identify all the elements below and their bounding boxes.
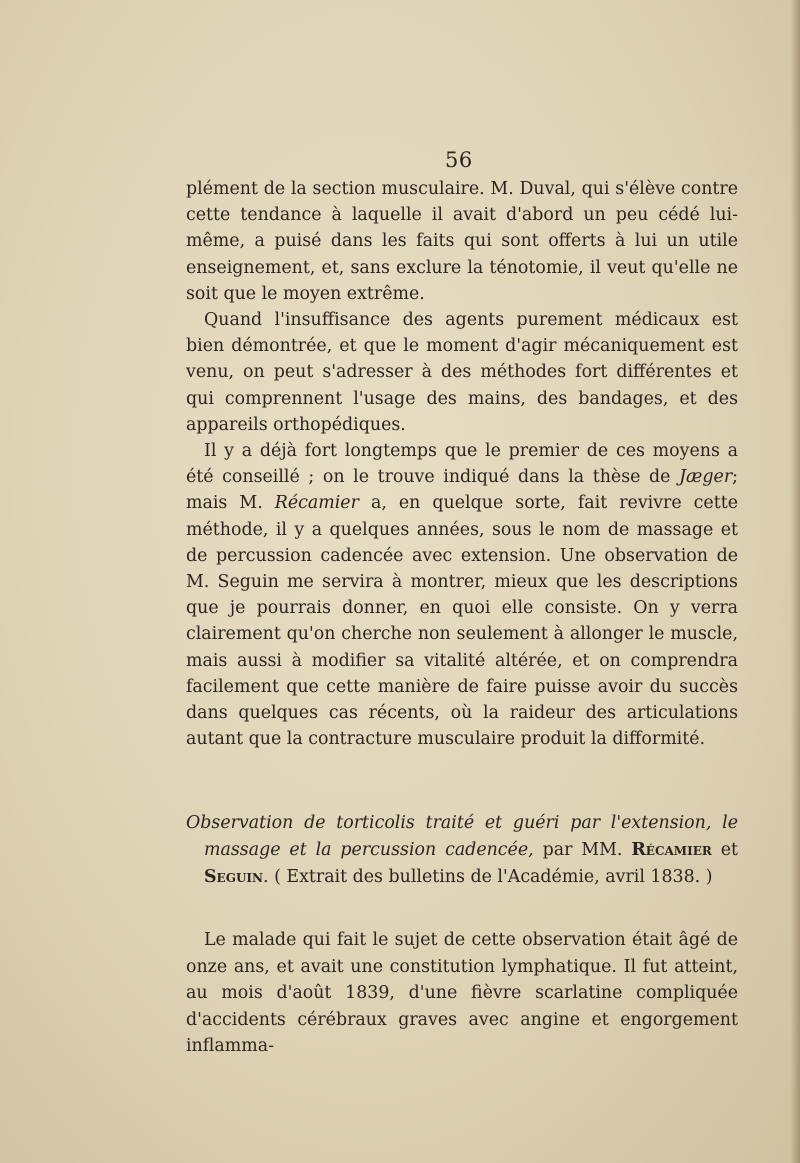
heading-name-recamier: Récamier xyxy=(631,840,712,860)
paragraph-patient: Le malade qui fait le sujet de cette observation était âgé de onze ans, et avait une constitution lymphatique. Il fut atteint, au mois d'août 1839, d'une fièvre scarlatine compliquée d'accidents cérébraux graves avec angine et engorgement inflamma- xyxy=(186,930,738,1057)
paragraph-continued: plément de la section musculaire. M. Duval, qui s'élève contre cette tendance à laquelle il avait d'abord un peu cédé lui-même, a puisé dans les faits qui sont offerts à lui un utile enseignement, et, sans exclure la ténotomie, il veut qu'elle ne soit que le moyen extrême. xyxy=(186,179,738,304)
paragraph-massage xyxy=(186,438,738,752)
main-text xyxy=(186,176,738,752)
paragraph-methods: Quand l'insuffisance des agents purement médicaux est bien démontrée, et que le moment d'agir mécaniquement est venu, on peut s'adresser à des méthodes fort différentes et qui comprennent l'usage des mains, des bandages, et des appareils orthopédiques. xyxy=(186,310,738,435)
paragraph-massage-text-3: a, en quelque sorte, fait revivre cette méthode, il y a quelques années, sous le nom de massage et de percussion cadencée avec extension. Une observation de M. Seguin me servira à montrer, mieux que les descriptions que je pourrais donner, en quoi elle consiste. On y verra clairement qu'on cherche non seulement à allonger le muscle, mais aussi à modifier sa vitalité altérée, et on comprendra facilement que cette manière de faire puisse avoir du succès dans quelques cas récents, où la raideur des articulations autant que la contracture musculaire produit la difformité. xyxy=(186,493,738,750)
heading-title: Observation de torticolis traité et guéri par l'extension, le massage et la percussion cadencée, xyxy=(186,813,738,860)
observation-heading xyxy=(186,810,738,891)
recamier-name: Récamier xyxy=(274,493,359,514)
paragraph-massage-text-2: ; mais M. xyxy=(186,467,738,514)
page-number: 56 xyxy=(445,148,473,172)
observation-text xyxy=(186,927,738,1060)
heading-and: et xyxy=(711,840,739,860)
heading-by: par MM. xyxy=(533,840,632,860)
heading-extract: . ( Extrait des bulletins de l'Académie, avril 1838. ) xyxy=(263,867,713,887)
heading-name-seguin: Seguin xyxy=(204,867,264,887)
page-edge-shadow xyxy=(790,0,800,1163)
paragraph-massage-text-1: Il y a déjà fort longtemps que le premier de ces moyens a été conseillé ; on le trouve indiqué dans la thèse de xyxy=(186,441,738,488)
jaeger-name: Jæger xyxy=(679,467,733,488)
